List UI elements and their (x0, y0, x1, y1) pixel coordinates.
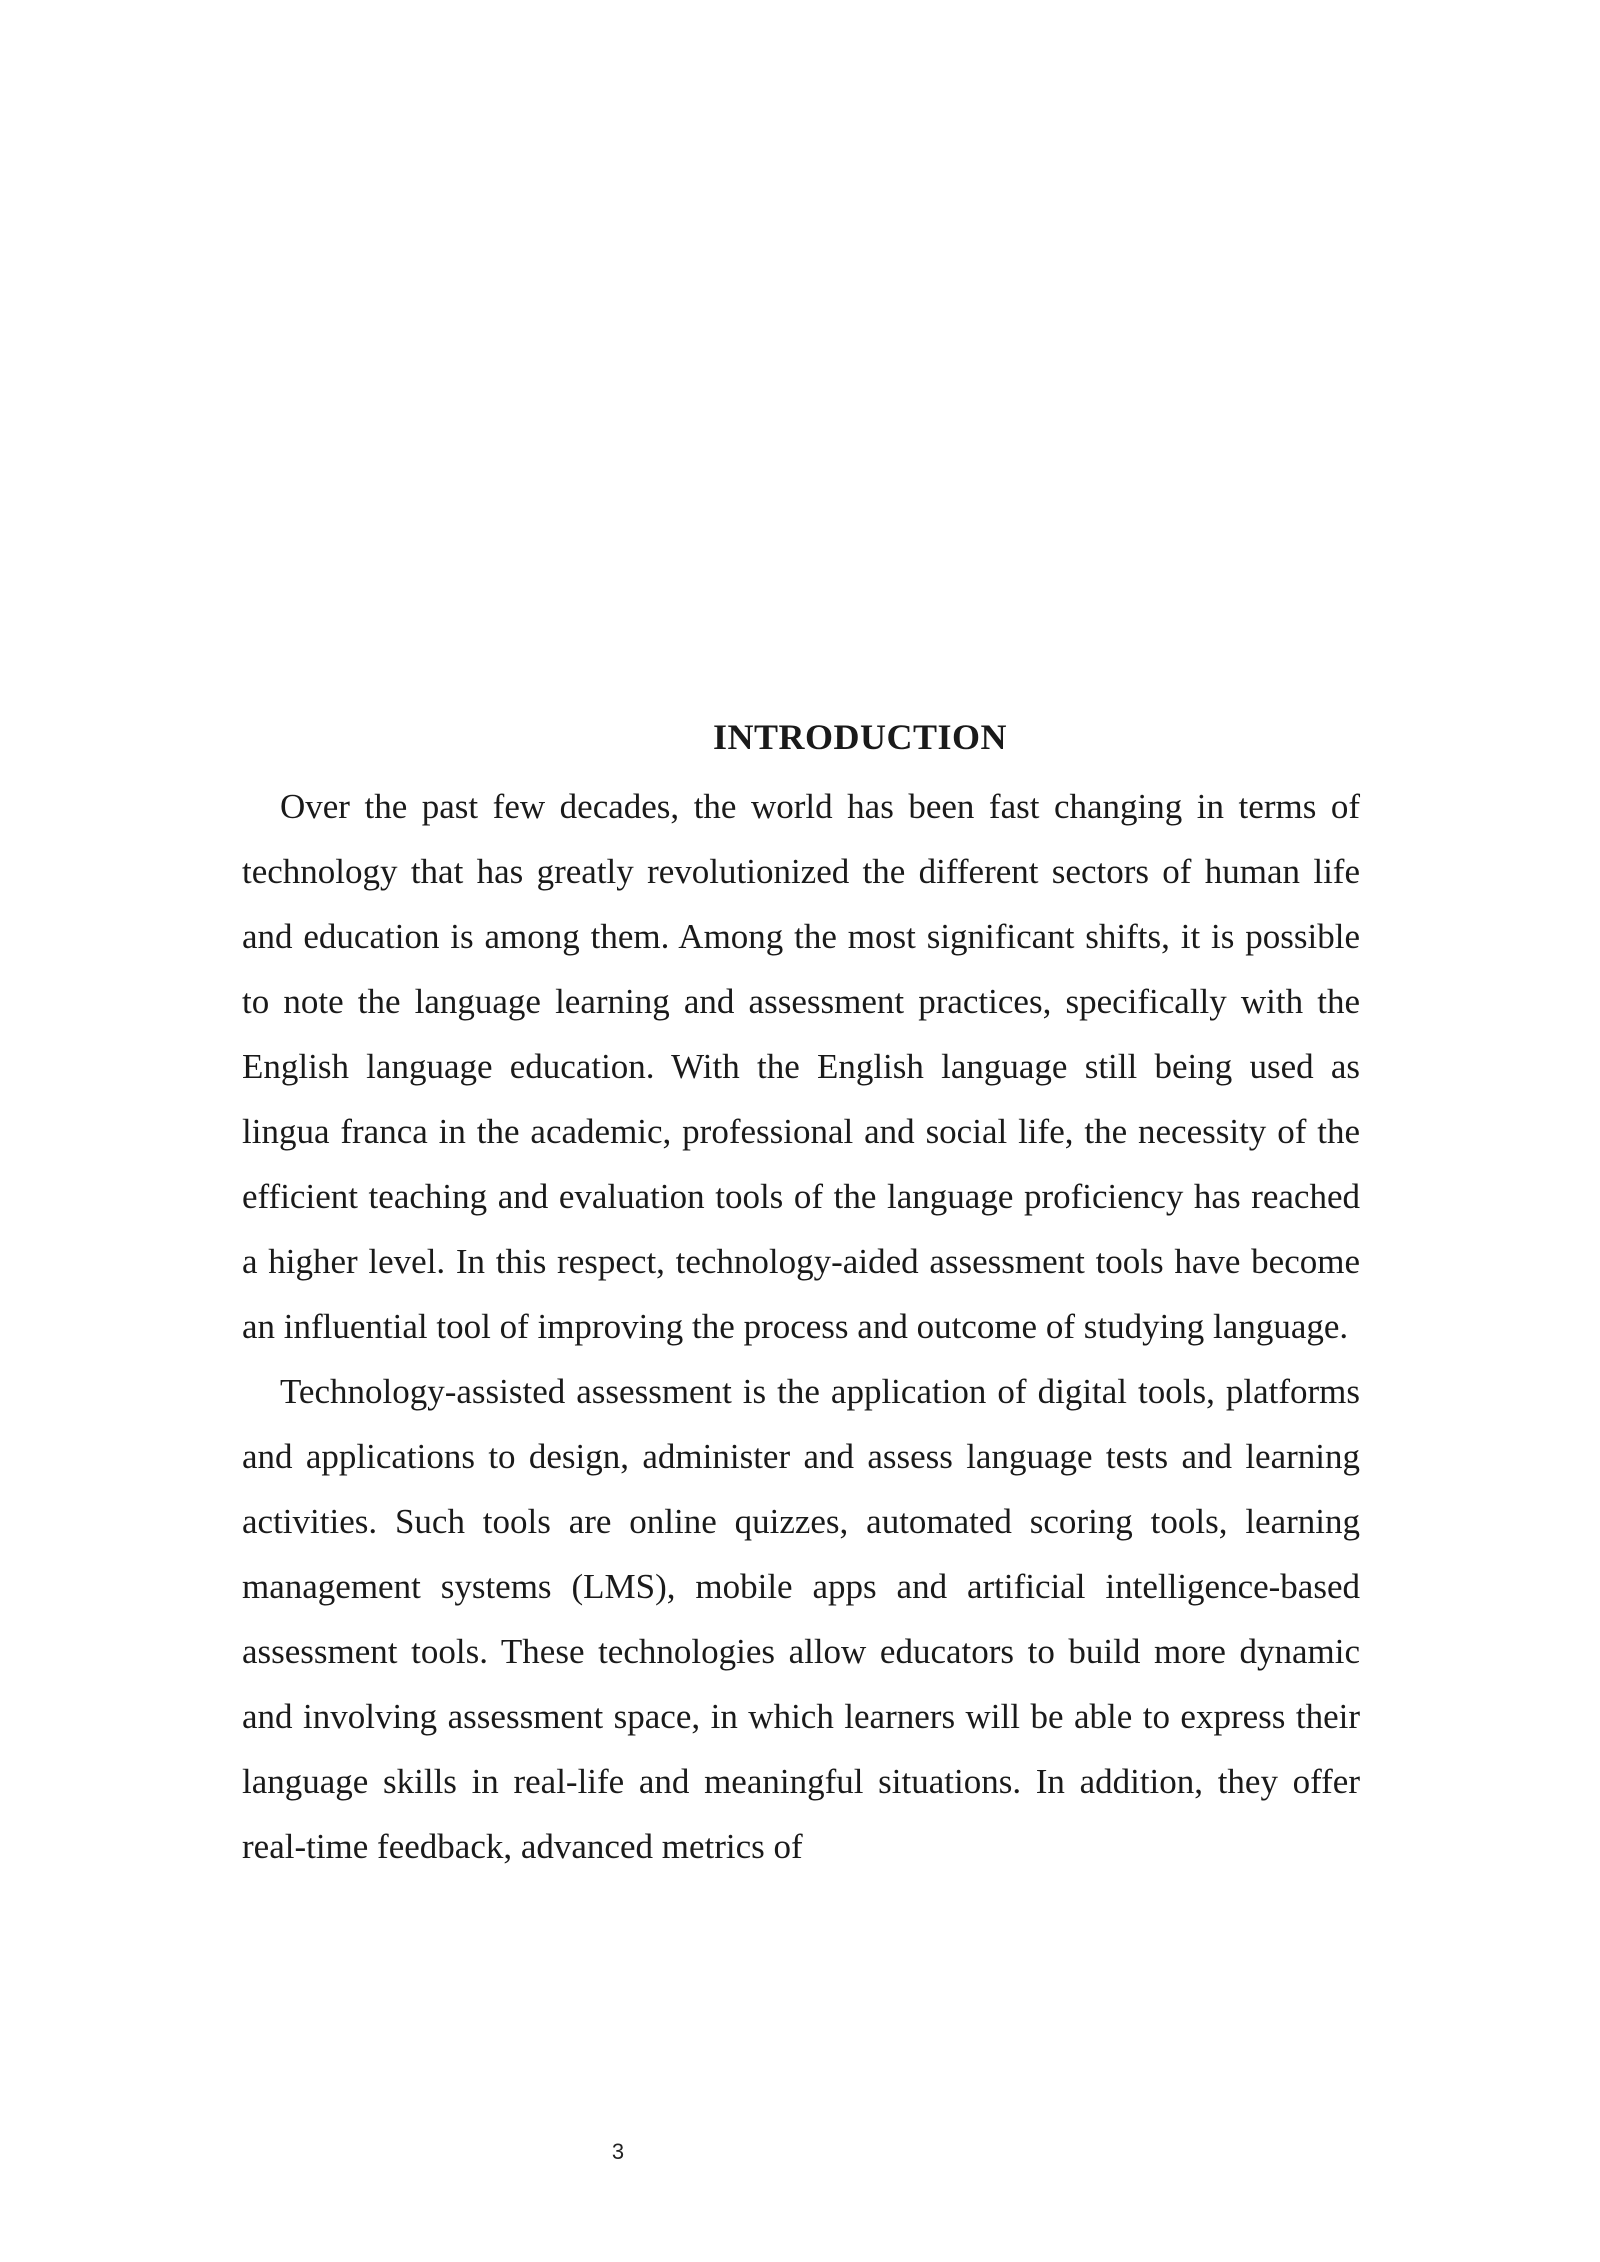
paragraph-2: Technology-assisted assessment is the application of digital tools, platforms and applications to design, administer and assess language tests and learning activities. Such tools are online quizzes, automated scoring tools, learning management systems (LMS), mobile apps and artificial intelligence-based assessment tools. These technologies allow educators to build more dynamic and involving assessment space, in which learners will be able to express their language skills in real-life and meaningful situations. In addition, they offer real-time feedback, advanced metrics of (242, 1372, 1360, 1866)
body-text (242, 774, 1360, 1879)
page-number: 3 (611, 2139, 625, 2164)
section-heading: INTRODUCTION (712, 717, 1008, 757)
paragraph-1: Over the past few decades, the world has been fast changing in terms of technology that has greatly revolutionized the different sectors of human life and education is among them. Among the most significant shifts, it is possible to note the language learning and assessment practices, specifically with the English language education. With the English language still being used as lingua franca in the academic, professional and social life, the necessity of the efficient teaching and evaluation tools of the language proficiency has reached a higher level. In this respect, technology-aided assessment tools have become an influential tool of improving the process and outcome of studying language. (242, 787, 1360, 1346)
